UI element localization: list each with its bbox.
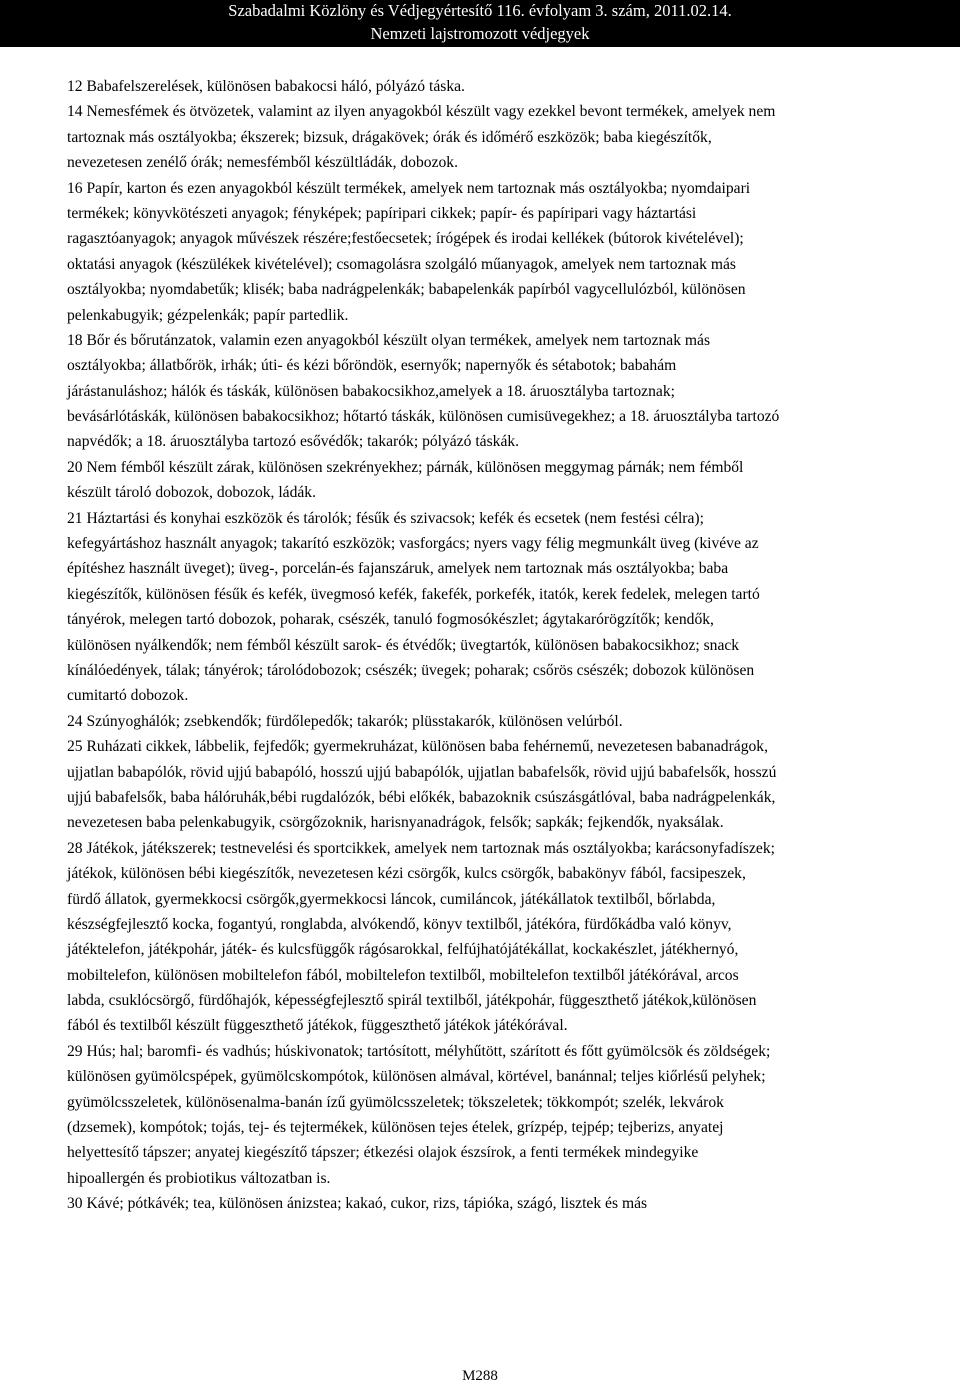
text-line: 20 Nem fémből készült zárak, különösen szekrényekhez; párnák, különösen meggymag párnák; nem fémből [67, 458, 744, 476]
class-paragraph [67, 709, 887, 734]
text-line: fából és textilből készült függeszthető játékok, függeszthető játékok játékórával. [67, 1017, 568, 1035]
class-paragraph [67, 328, 887, 455]
text-line: osztályokba; állatbőrök, irhák; úti- és kézi bőröndök, esernyők; napernyők és sétabotok; babahám [67, 357, 677, 375]
text-line: építéshez használt üveget); üveg-, porcelán-és fajanszáruk, amelyek nem tartoznak más osztályokba; baba [67, 560, 729, 578]
text-line: termékek; könyvkötészeti anyagok; fényképek; papíripari cikkek; papír- és papíripari vagy háztartási [67, 204, 697, 222]
text-line: 30 Kávé; pótkávék; tea, különösen ánizstea; kakaó, cukor, rizs, tápióka, szágó, lisztek és más [67, 1195, 648, 1213]
text-line: nevezetesen baba pelenkabugyik, csörgőzoknik, harisnyanadrágok, felsők; sapkák; fejkendők, nyaksálak. [67, 814, 724, 832]
text-line: osztályokba; nyomdabetűk; klisék; baba nadrágpelenkák; babapelenkák papírból vagycellulózból, különösen [67, 281, 746, 299]
text-line: labda, csuklócsörgő, fürdőhajók, képességfejlesztő spirál textilből, játékpohár, függeszthető játékok,különösen [67, 992, 757, 1010]
text-line: hipoallergén és probiotikus változatban is. [67, 1169, 331, 1187]
text-line: 21 Háztartási és konyhai eszközök és tárolók; fésűk és szivacsok; kefék és ecsetek (nem festési célra); [67, 509, 704, 527]
text-line: fürdő állatok, gyermekkocsi csörgők,gyermekkocsi láncok, cumiláncok, játékállatok textilből, bőrlabda, [67, 890, 716, 908]
text-line: 16 Papír, karton és ezen anyagokból készült termékek, amelyek nem tartoznak más osztályokba; nyomdaipari [67, 179, 751, 197]
text-line: ujjú babafelsők, baba hálóruhák,bébi rugdalózók, bébi előkék, babazoknik csúszásgátlóval, baba nadrágpelenkák, [67, 788, 776, 806]
text-line: mobiltelefon, különösen mobiltelefon fából, mobiltelefon textilből, mobiltelefon textilből játékórával, arcos [67, 966, 739, 984]
class-paragraph [67, 836, 887, 1039]
publication-title: Szabadalmi Közlöny és Védjegyértesítő 116. évfolyam 3. szám, 2011.02.14. [228, 1, 732, 20]
text-line: kefegyártáshoz használt anyagok; takarító eszközök; vasforgács; nyers vagy félig megmunkált üveg (kivéve az [67, 535, 759, 553]
text-line: oktatási anyagok (készülékek kivételével); csomagolásra szolgáló műanyagok, amelyek nem tartoznak más [67, 255, 736, 273]
page-header [0, 0, 960, 47]
class-paragraph [67, 1191, 887, 1216]
page-number: M288 [462, 1368, 498, 1384]
text-line: készült tároló dobozok, dobozok, ládák. [67, 484, 317, 502]
class-paragraph [67, 506, 887, 709]
text-line: napvédők; a 18. áruosztályba tartozó esővédők; takarók; pólyázó táskák. [67, 433, 520, 451]
class-paragraph [67, 734, 887, 836]
text-line: nevezetesen zenélő órák; nemesfémből készültládák, dobozok. [67, 154, 458, 172]
text-line: 25 Ruházati cikkek, lábbelik, fejfedők; gyermekruházat, különösen baba fehérnemű, nevezetesen babanadrágok, [67, 738, 768, 756]
text-line: ujjatlan babapólók, rövid ujjú babapóló, hosszú ujjú babapólók, ujjatlan babafelsők, rövid ujjú babafelsők, hosszú [67, 763, 777, 781]
text-line: különösen gyümölcspépek, gyümölcskompótok, különösen almával, körtével, banánnal; teljes kiőrlésű pelyhek; [67, 1068, 766, 1086]
class-paragraph [67, 455, 887, 506]
text-line: pelenkabugyik; gézpelenkák; papír partedlik. [67, 306, 349, 324]
text-line: különösen nyálkendők; nem fémből készült sarok- és étvédők; üvegtartók, különösen babakocsikhoz; snack [67, 636, 740, 654]
text-line: bevásárlótáskák, különösen babakocsikhoz; hőtartó táskák, különösen cumisüvegekhez; a 18. áruosztályba tartozó [67, 408, 780, 426]
text-line: 29 Hús; hal; baromfi- és vadhús; húskivonatok; tartósított, mélyhűtött, szárított és főtt gyümölcsök és zöldségek; [67, 1042, 771, 1060]
text-line: 12 Babafelszerelések, különösen babakocsi háló, pólyázó táska. [67, 78, 465, 95]
document-body [67, 74, 887, 1217]
text-line: ragasztóanyagok; anyagok művészek részére;festőecsetek; írógépek és irodai kellékek (bútorok kivételével); [67, 230, 744, 248]
text-line: cumitartó dobozok. [67, 687, 189, 705]
text-line: 24 Szúnyoghálók; zsebkendők; fürdőlepedők; takarók; plüsstakarók, különösen velúrból. [67, 712, 623, 730]
section-title: Nemzeti lajstromozott védjegyek [370, 24, 590, 43]
text-line: tartoznak más osztályokba; ékszerek; bizsuk, drágakövek; órák és időmérő eszközök; baba kiegészítők, [67, 128, 712, 146]
class-paragraph [67, 1039, 887, 1191]
text-line: helyettesítő tápszer; anyatej kiegészítő tápszer; étkezési olajok észsírok, a fenti termékek mindegyike [67, 1144, 699, 1162]
text-line: járástanuláshoz; hálók és táskák, különösen babakocsikhoz,amelyek a 18. áruosztályba tartoznak; [67, 382, 675, 400]
text-line: 18 Bőr és bőrutánzatok, valamin ezen anyagokból készült olyan termékek, amelyek nem tartoznak más [67, 331, 711, 349]
class-paragraph [67, 99, 887, 175]
text-line: készségfejlesztő kocka, fogantyú, ronglabda, alvókendő, könyv textilből, játékóra, fürdőkádba való könyv, [67, 915, 732, 933]
class-paragraph [67, 74, 887, 99]
text-line: 14 Nemesfémek és ötvözetek, valamint az ilyen anyagokból készült vagy ezekkel bevont termékek, amelyek nem [67, 103, 776, 121]
text-line: játéktelefon, játékpohár, játék- és kulcsfüggők rágósarokkal, felfújhatójátékállat, kockakészlet, játékhernyó, [67, 941, 739, 959]
text-line: tányérok, melegen tartó dobozok, poharak, csészék, tanuló fogmosókészlet; ágytakarórögzítők; kendők, [67, 611, 714, 629]
text-line: (dzsemek), kompótok; tojás, tej- és tejtermékek, különösen tejes ételek, grízpép, tejpép; tejberizs, anyatej [67, 1119, 724, 1137]
text-line: kiegészítők, különösen fésűk és kefék, üvegmosó kefék, fakefék, porkefék, itatók, kerek fedelek, melegen tartó [67, 585, 760, 603]
text-line: gyümölcsszeletek, különösenalma-banán ízű gyümölcsszeletek; tökszeletek; tökkompót; szelék, lekvárok [67, 1093, 724, 1111]
text-line: kínálóedények, tálak; tányérok; tárolódobozok; csészék; üvegek; poharak; csőrös csészék; dobozok különösen [67, 661, 755, 679]
text-line: 28 Játékok, játékszerek; testnevelési és sportcikkek, amelyek nem tartoznak más osztályokba; karácsonyfadíszek; [67, 839, 775, 857]
class-paragraph [67, 176, 887, 328]
text-line: játékok, különösen bébi kiegészítők, nevezetesen kézi csörgők, kulcs csörgők, babakönyv fából, facsipeszek, [67, 865, 746, 883]
